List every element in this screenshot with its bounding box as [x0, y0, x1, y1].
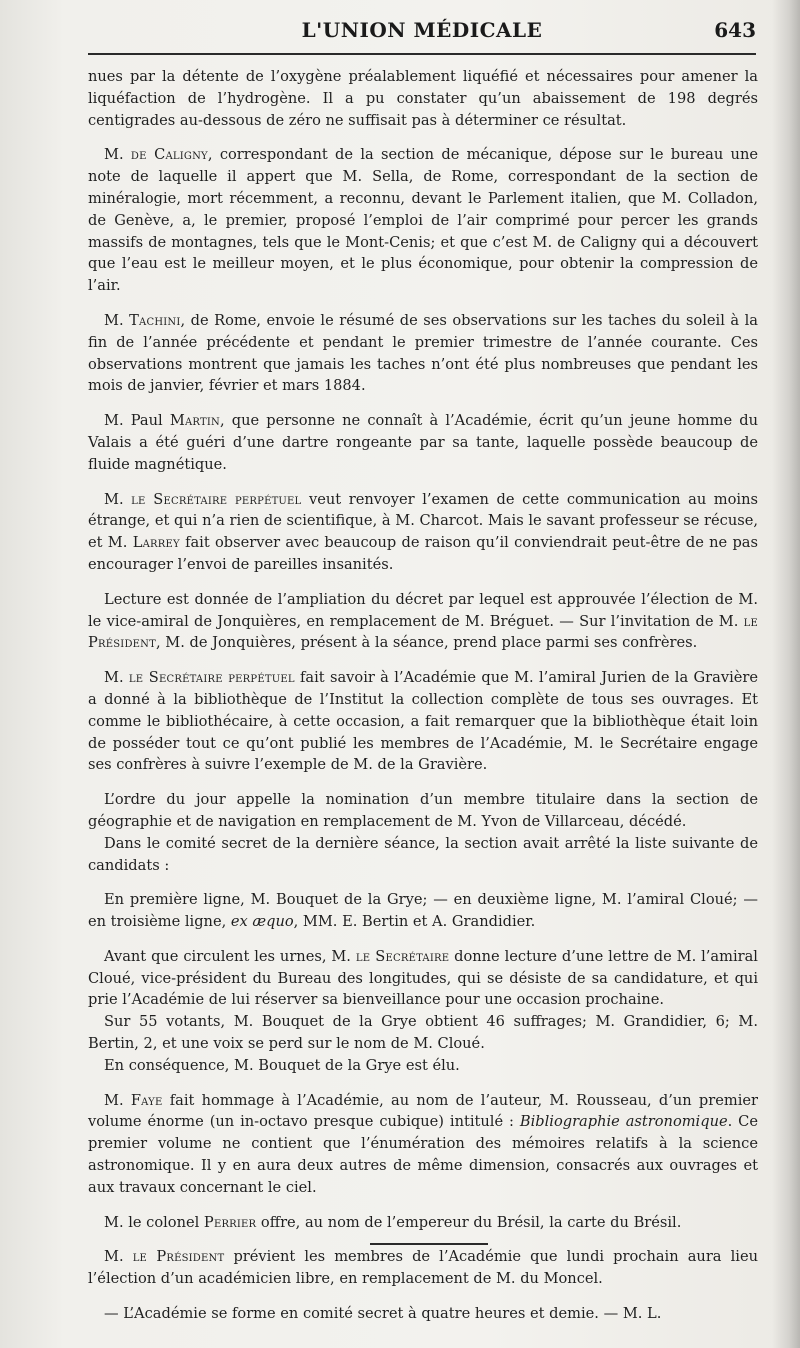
name-small-caps: Tachini: [129, 311, 181, 329]
paragraph: [88, 1246, 758, 1290]
text-run: Lecture est donnée de l’ampliation du décret par lequel est approuvée l’élection de M. le vice-amiral de Jonquières, en remplacement de M. Bréguet. — Sur l’invitation de M.: [88, 590, 758, 630]
italic-text: ex æquo: [230, 913, 294, 931]
name-small-caps: le Secrétaire perpétuel: [131, 490, 302, 508]
text-run: , que personne ne connaît à l’Académie, écrit qu’un jeune homme du Valais a été guéri d’une dartre rongeante par sa tante, laquelle possède beaucoup de fluide magnétique.: [88, 412, 759, 473]
text-run: M.: [104, 490, 132, 508]
paragraph: [88, 310, 758, 397]
name-small-caps: Martin: [169, 412, 220, 430]
text-run: Dans le comité secret de la dernière séance, la section avait arrêté la liste suivante de candidats :: [88, 834, 758, 874]
paragraph: [88, 946, 758, 1011]
name-small-caps: Perrier: [203, 1213, 257, 1231]
text-run: , M. de Jonquières, présent à la séance, prend place parmi ses confrères.: [156, 634, 698, 652]
text-run: — L’Académie se forme en comité secret à quatre heures et demie. — M. L.: [104, 1305, 662, 1323]
paragraph: [88, 789, 758, 833]
paragraph: [88, 667, 758, 776]
name-small-caps: le Secrétaire: [355, 947, 450, 965]
article-body: [88, 66, 758, 1338]
paragraph: [88, 144, 758, 297]
paragraph: [88, 410, 758, 475]
text-run: , de Rome, envoie le résumé de ses observations sur les taches du soleil à la fin de l’année précédente et pendant le premier trimestre de l’année courante. Ces observations montrent que jamais les taches n’ont été plus nombreuses que pendant les mois de janvier, février et mars 1884.: [88, 311, 758, 395]
text-run: veut renvoyer l’examen de cette communication au moins étrange, et qui n’a rien de scientifique, à M. Charcot. Mais le savant professeur se récuse, et M.: [88, 490, 758, 552]
text-run: fait savoir à l’Académie que M. l’amiral Jurien de la Gravière a donné à la bibliothèque de l’Institut la collection complète de tous ses ouvrages. Et comme le bibliothécaire, à cette occasion, a fait remarquer que la bibliothèque était loin de posséder tout ce qu’ont publié les membres de l’Académie, M. le Secrétaire engage ses confrères à suivre l’exemple de M. de la Gravière.: [88, 669, 758, 774]
text-run: Sur 55 votants, M. Bouquet de la Grye obtient 46 suffrages; M. Grandidier, 6; M. Bertin, 2, et une voix se perd sur le nom de M. Cloué.: [88, 1013, 758, 1053]
text-run: nues par la détente de l’oxygène préalablement liquéfié et nécessaires pour amener la liquéfaction de l’hydrogène. Il a pu constater qu’un abaissement de 198 degrés centigrades au-dessous de zéro ne suffisait pas à déterminer ce résultat.: [88, 68, 758, 129]
name-small-caps: le Secrétaire perpétuel: [128, 669, 295, 687]
paragraph: [88, 66, 758, 131]
paragraph: [88, 1303, 758, 1325]
text-run: . Ce premier volume ne contient que l’énumération des mémoires relatifs à la science astronomique. Il y en aura deux autres de même dimension, consacrés aux ouvrages et aux travaux concernant le ciel.: [88, 1113, 758, 1196]
paragraph: [88, 1212, 758, 1234]
name-small-caps: de Caligny: [130, 146, 208, 164]
paragraph: [88, 1090, 758, 1199]
name-small-caps: le Président: [132, 1248, 225, 1266]
name-small-caps: Faye: [130, 1091, 163, 1109]
paragraph: [88, 1055, 758, 1077]
paragraph: [88, 589, 758, 654]
text-run: M.: [104, 669, 129, 687]
text-run: M. le colonel: [104, 1213, 204, 1231]
page-number: 643: [714, 18, 756, 42]
page-edge-shadow: [772, 0, 800, 1348]
journal-title: L'UNION MÉDICALE: [301, 18, 543, 42]
text-run: M.: [104, 1091, 131, 1109]
text-run: M. Paul: [104, 412, 170, 430]
italic-text: Bibliographie astronomique: [519, 1113, 728, 1131]
text-run: fait observer avec beaucoup de raison qu’il conviendrait peut-être de ne pas encourager l’envoi de pareilles insanités.: [88, 534, 758, 573]
text-run: prévient les membres de l’Académie que lundi prochain aura lieu l’élection d’un académicien libre, en remplacement de M. du Moncel.: [88, 1248, 758, 1288]
end-rule: [370, 1243, 488, 1245]
text-run: offre, au nom de l’empereur du Brésil, la carte du Brésil.: [256, 1213, 682, 1231]
running-header: [88, 18, 756, 52]
name-small-caps: le Président: [88, 612, 758, 652]
paragraph: [88, 1011, 758, 1055]
paragraph: [88, 489, 758, 576]
text-run: M.: [104, 146, 131, 164]
paragraph: [88, 833, 758, 877]
header-rule: [88, 53, 756, 55]
text-run: En conséquence, M. Bouquet de la Grye est élu.: [104, 1056, 460, 1074]
text-run: En première ligne, M. Bouquet de la Grye; — en deuxième ligne, M. l’amiral Cloué; — en troisième ligne,: [88, 891, 758, 931]
name-small-caps: Larrey: [132, 534, 180, 552]
text-run: fait hommage à l’Académie, au nom de l’auteur, M. Rousseau, d’un premier volume énorme (un in-octavo presque cubique) intitulé :: [88, 1091, 758, 1131]
text-run: , correspondant de la section de mécanique, dépose sur le bureau une note de laquelle il appert que M. Sella, de Rome, correspondant de la section de minéralogie, mort récemment, a reconnu, devant le Parlement italien, que M. Colladon, de Genève, a, le premier, proposé l’emploi de l’air comprimé pour percer les grands massifs de montagnes, tels que le Mont-Cenis; et que c’est M. de Caligny qui a découvert que l’eau est le meilleur moyen, et le plus économique, pour obtenir la compression de l’air.: [88, 146, 758, 295]
text-run: M.: [104, 1248, 133, 1266]
text-run: Avant que circulent les urnes, M.: [104, 947, 356, 965]
text-run: L’ordre du jour appelle la nomination d’un membre titulaire dans la section de géographie et de navigation en remplacement de M. Yvon de Villarceau, décédé.: [88, 791, 758, 830]
paragraph: [88, 889, 758, 933]
text-run: , MM. E. Bertin et A. Grandidier.: [293, 913, 536, 931]
text-run: donne lecture d’une lettre de M. l’amiral Cloué, vice-président du Bureau des longitudes, qui se désiste de sa candidature, et qui prie l’Académie de lui réserver sa bienveillance pour une occasion prochaine.: [88, 947, 758, 1009]
text-run: M.: [104, 311, 130, 329]
